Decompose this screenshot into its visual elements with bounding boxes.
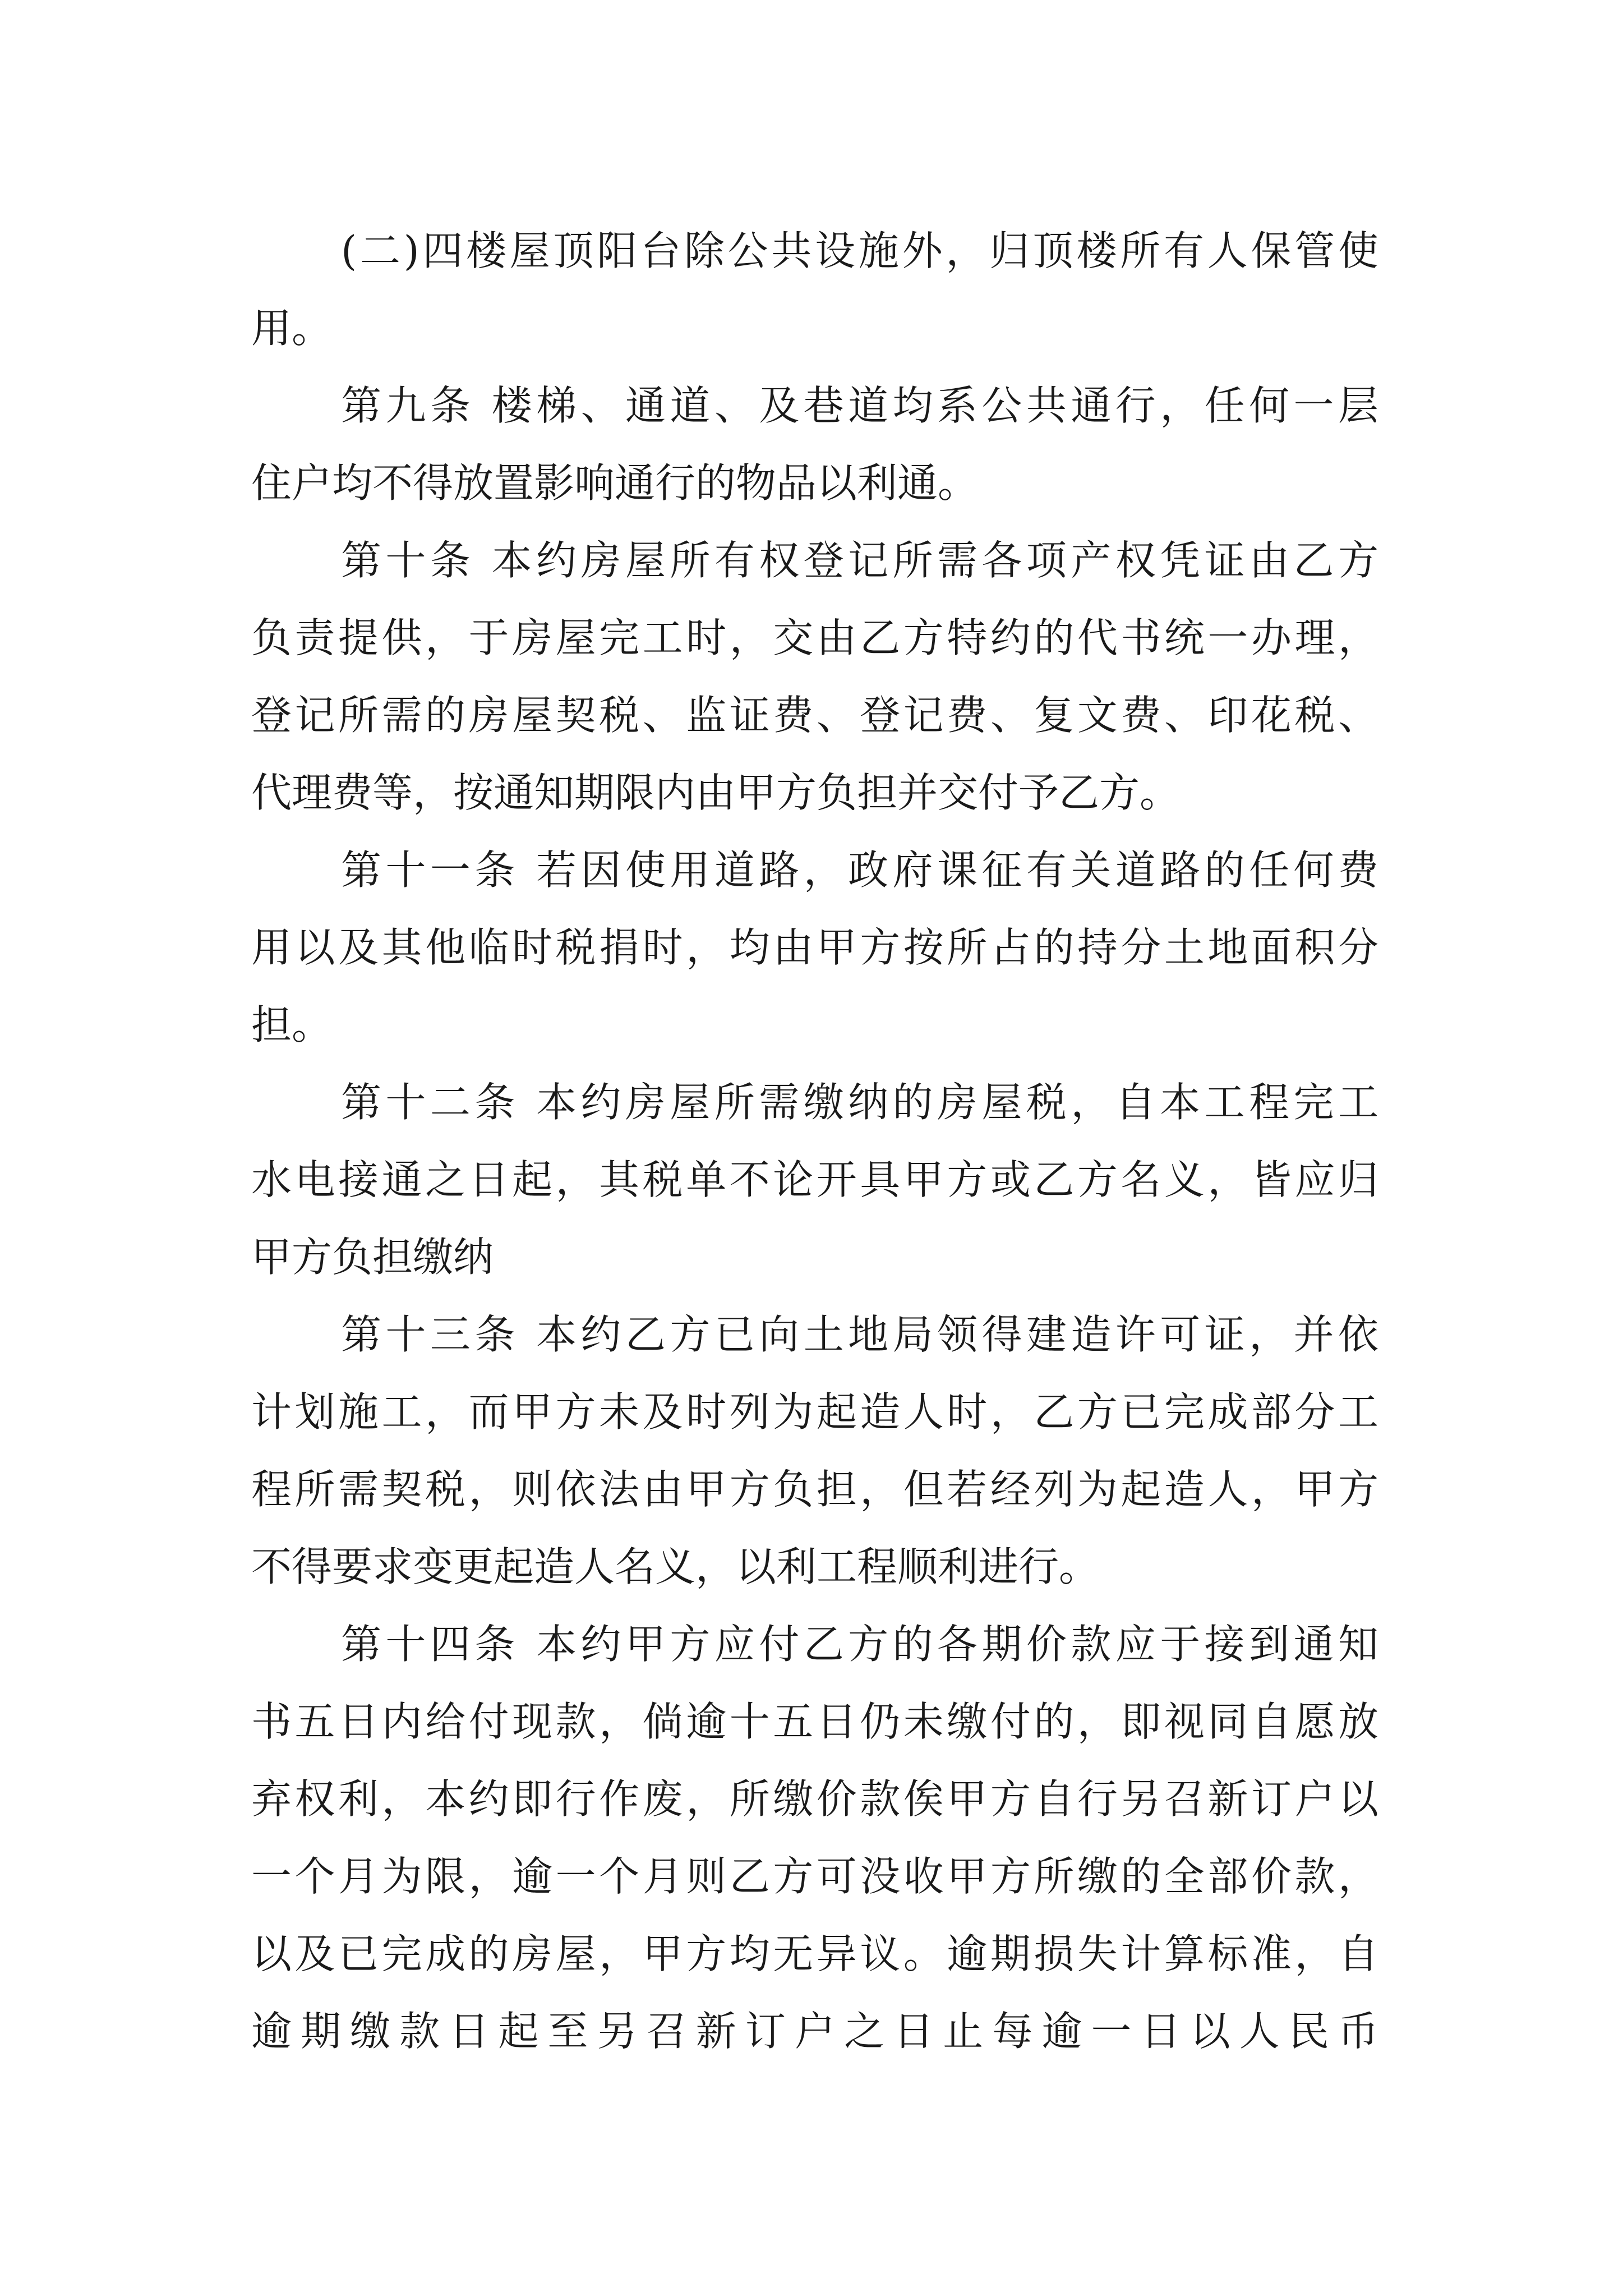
text-line: 弃权利，本约即行作废，所缴价款俟甲方自行另召新订户以: [251, 1775, 1378, 1823]
text-line: 逾期缴款日起至另召新订户之日止每逾一日以人民币: [251, 2008, 1378, 2055]
text-line: 用。: [251, 305, 333, 352]
text-line: 第十条 本约房屋所有权登记所需各项产权凭证由乙方: [341, 537, 1378, 584]
text-line: 不得要求变更起造人名义，以利工程顺利进行。: [251, 1543, 1100, 1590]
text-line: 水电接通之日起，其税单不论开具甲方或乙方名义，皆应归: [251, 1156, 1378, 1203]
text-line: 第九条 楼梯、通道、及巷道均系公共通行，任何一层: [341, 382, 1378, 429]
text-line: 登记所需的房屋契税、监证费、登记费、复文费、印花税、: [251, 692, 1378, 739]
text-line: 计划施工，而甲方未及时列为起造人时，乙方已完成部分工: [251, 1388, 1378, 1435]
text-line: 用以及其他临时税捐时，均由甲方按所占的持分土地面积分: [251, 924, 1378, 971]
document-body: [251, 212, 1378, 2070]
text-line: 第十四条 本约甲方应付乙方的各期价款应于接到通知: [341, 1621, 1378, 1668]
text-line: (二)四楼屋顶阳台除公共设施外，归顶楼所有人保管使: [341, 227, 1378, 274]
text-line: 第十一条 若因使用道路，政府课征有关道路的任何费: [341, 846, 1378, 894]
text-line: 第十二条 本约房屋所需缴纳的房屋税，自本工程完工: [341, 1079, 1378, 1126]
text-line: 一个月为限，逾一个月则乙方可没收甲方所缴的全部价款，: [251, 1853, 1378, 1900]
text-line: 负责提供，于房屋完工时，交由乙方特约的代书统一办理，: [251, 614, 1378, 661]
text-line: 以及已完成的房屋，甲方均无异议。逾期损失计算标准，自: [251, 1930, 1378, 1977]
text-line: 担。: [251, 1001, 333, 1048]
text-line: 第十三条 本约乙方已向土地局领得建造许可证，并依: [341, 1311, 1378, 1358]
text-line: 甲方负担缴纳: [251, 1234, 494, 1281]
text-line: 书五日内给付现款，倘逾十五日仍未缴付的，即视同自愿放: [251, 1698, 1378, 1745]
text-line: 代理费等，按通知期限内由甲方负担并交付予乙方。: [251, 769, 1181, 816]
text-line: 程所需契税，则依法由甲方负担，但若经列为起造人，甲方: [251, 1466, 1378, 1513]
text-line: 住户均不得放置影响通行的物品以利通。: [251, 459, 979, 507]
